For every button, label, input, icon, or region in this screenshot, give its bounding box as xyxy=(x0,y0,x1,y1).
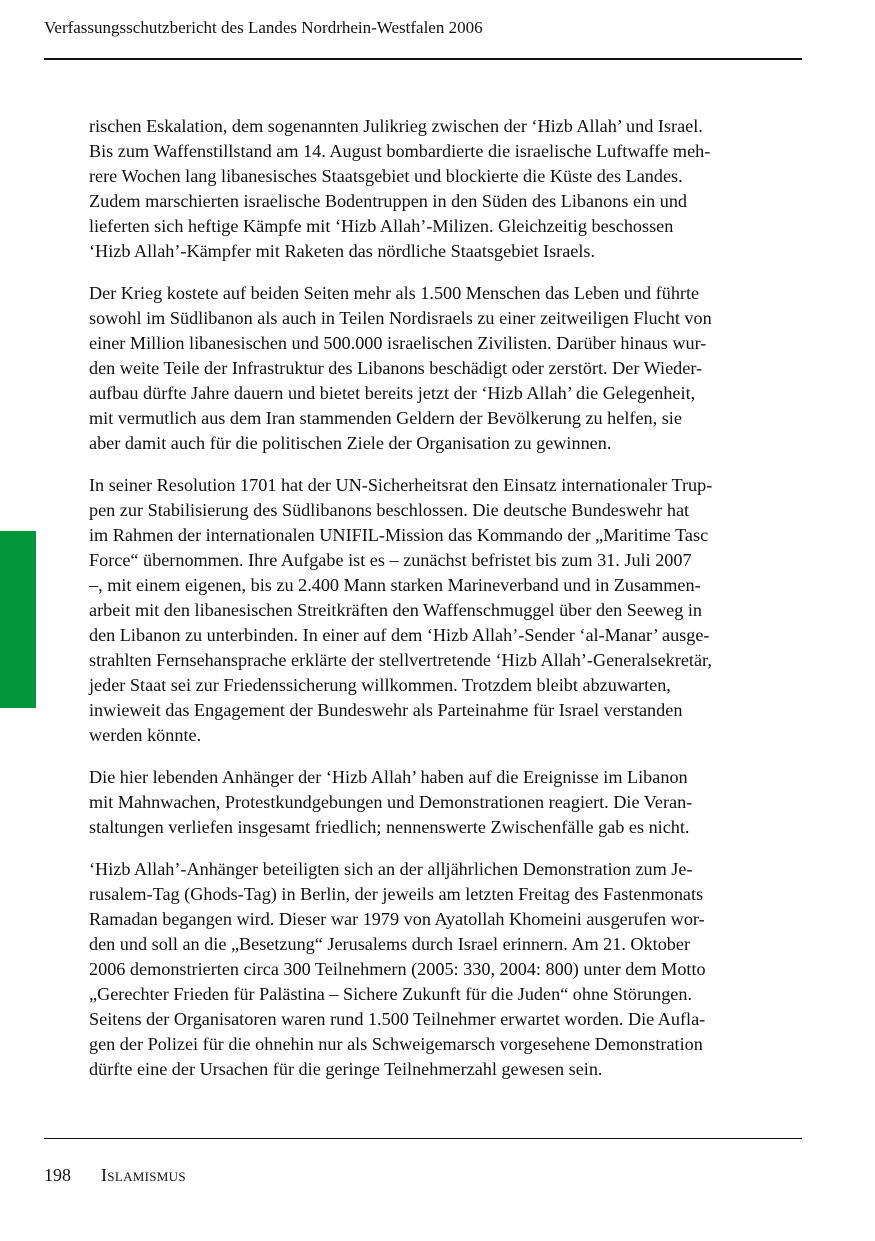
text-line: 2006 demonstrierten circa 300 Teilnehmern (2005: 330, 2004: 800) unter dem Motto xyxy=(89,959,706,979)
text-line: Der Krieg kostete auf beiden Seiten mehr als 1.500 Menschen das Leben und führte xyxy=(89,283,700,303)
text-line: ‘Hizb Allah’-Anhänger beteiligten sich an der alljährlichen Demonstration zum Je- xyxy=(89,859,693,879)
text-line: sowohl im Südlibanon als auch in Teilen Nordisraels zu einer zeitweiligen Flucht von xyxy=(89,308,712,328)
body-text xyxy=(89,114,804,1099)
text-line: mit vermutlich aus dem Iran stammenden Geldern der Bevölkerung zu helfen, sie xyxy=(89,408,682,428)
text-line: Force“ übernommen. Ihre Aufgabe ist es – zunächst befristet bis zum 31. Juli 2007 xyxy=(89,550,692,570)
text-line: einer Million libanesischen und 500.000 israelischen Zivilisten. Darüber hinaus wur- xyxy=(89,333,707,353)
text-line: den und soll an die „Besetzung“ Jerusalems durch Israel erinnern. Am 21. Oktober xyxy=(89,934,691,954)
page-number: 198 xyxy=(44,1165,71,1185)
text-line: gen der Polizei für die ohnehin nur als Schweigemarsch vorgesehene Demonstration xyxy=(89,1034,703,1054)
text-line: dürfte eine der Ursachen für die geringe Teilnehmerzahl gewesen sein. xyxy=(89,1059,603,1079)
text-line: Zudem marschierten israelische Bodentruppen in den Süden des Libanons ein und xyxy=(89,191,688,211)
text-line: pen zur Stabilisierung des Südlibanons beschlossen. Die deutsche Bundeswehr hat xyxy=(89,500,690,520)
text-line: jeder Staat sei zur Friedenssicherung willkommen. Trotzdem bleibt abzuwarten, xyxy=(89,675,671,695)
header-rule xyxy=(44,58,802,60)
text-line: rischen Eskalation, dem sogenannten Julikrieg zwischen der ‘Hizb Allah’ und Israel. xyxy=(89,116,703,136)
text-line: Die hier lebenden Anhänger der ‘Hizb Allah’ haben auf die Ereignisse im Libanon xyxy=(89,767,688,787)
text-line: Bis zum Waffenstillstand am 14. August bombardierte die israelische Luftwaffe meh- xyxy=(89,141,711,161)
text-line: den Libanon zu unterbinden. In einer auf dem ‘Hizb Allah’-Sender ‘al-Manar’ ausge- xyxy=(89,625,710,645)
text-line: den weite Teile der Infrastruktur des Libanons beschädigt oder zerstört. Der Wieder- xyxy=(89,358,703,378)
text-line: strahlten Fernsehansprache erklärte der stellvertretende ‘Hizb Allah’-Generalsekretär, xyxy=(89,650,712,670)
text-line: rusalem-Tag (Ghods-Tag) in Berlin, der jeweils am letzten Freitag des Fastenmonats xyxy=(89,884,704,904)
paragraph xyxy=(89,765,804,840)
text-line: lieferten sich heftige Kämpfe mit ‘Hizb Allah’-Milizen. Gleichzeitig beschossen xyxy=(89,216,674,236)
text-line: arbeit mit den libanesischen Streitkräften den Waffenschmuggel über den Seeweg in xyxy=(89,600,703,620)
running-header: Verfassungsschutzbericht des Landes Nordrhein-Westfalen 2006 xyxy=(44,18,483,37)
text-line: inwieweit das Engagement der Bundeswehr als Parteinahme für Israel verstanden xyxy=(89,700,683,720)
text-line: werden könnte. xyxy=(89,725,202,745)
text-line: rere Wochen lang libanesisches Staatsgebiet und blockierte die Küste des Landes. xyxy=(89,166,683,186)
text-line: –, mit einem eigenen, bis zu 2.400 Mann starken Marineverband und in Zusammen- xyxy=(89,575,701,595)
paragraph xyxy=(89,473,804,748)
text-line: aber damit auch für die politischen Ziele der Organisation zu gewinnen. xyxy=(89,433,612,453)
text-line: im Rahmen der internationalen UNIFIL-Mission das Kommando der „Maritime Tasc xyxy=(89,525,709,545)
text-line: aufbau dürfte Jahre dauern und bietet bereits jetzt der ‘Hizb Allah’ die Gelegenheit, xyxy=(89,383,696,403)
text-line: „Gerechter Frieden für Palästina – Sichere Zukunft für die Juden“ ohne Störungen. xyxy=(89,984,693,1004)
text-line: Seitens der Organisatoren waren rund 1.500 Teilnehmer erwartet worden. Die Aufla- xyxy=(89,1009,706,1029)
text-line: ‘Hizb Allah’-Kämpfer mit Raketen das nördliche Staatsgebiet Israels. xyxy=(89,241,596,261)
footer-rule xyxy=(44,1138,802,1139)
paragraph xyxy=(89,114,804,264)
text-line: Ramadan begangen wird. Dieser war 1979 von Ayatollah Khomeini ausgerufen wor- xyxy=(89,909,705,929)
text-line: staltungen verliefen insgesamt friedlich; nennenswerte Zwischenfälle gab es nicht. xyxy=(89,817,690,837)
section-title: Islamismus xyxy=(101,1165,186,1185)
text-line: In seiner Resolution 1701 hat der UN-Sicherheitsrat den Einsatz internationaler Trup- xyxy=(89,475,713,495)
text-line: mit Mahnwachen, Protestkundgebungen und Demonstrationen reagiert. Die Veran- xyxy=(89,792,693,812)
paragraph xyxy=(89,281,804,456)
paragraph xyxy=(89,857,804,1082)
section-color-tab xyxy=(0,531,36,708)
